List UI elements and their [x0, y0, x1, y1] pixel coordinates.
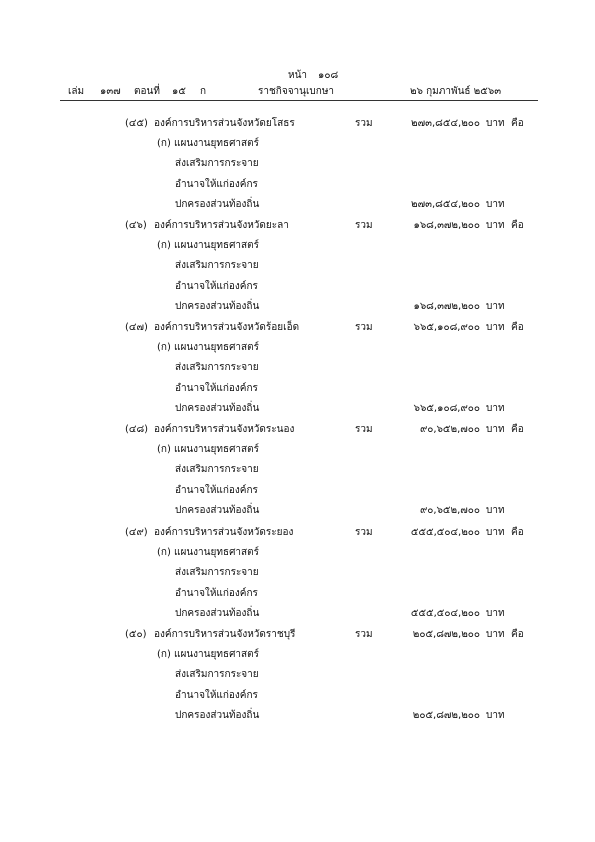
plan-amount: ๕๕๕,๕๐๔,๒๐๐ — [410, 608, 480, 619]
plan-line: ส่งเสริมการกระจาย — [175, 669, 259, 680]
header-rule — [60, 100, 538, 101]
plan-amount: ๒๐๕,๘๗๒,๒๐๐ — [412, 710, 480, 721]
total-label: รวม — [355, 629, 373, 640]
currency-unit: บาท — [486, 710, 505, 721]
entry-number: (๔๖) — [125, 220, 147, 231]
plan-line: ส่งเสริมการกระจาย — [175, 362, 259, 373]
currency-unit: บาท — [486, 424, 505, 435]
gazette-name: ราชกิจจานุเบกษา — [258, 86, 335, 97]
plan-line: ปกครองส่วนท้องถิ่น — [175, 608, 260, 619]
plan-amount: ๙๐,๖๕๒,๗๐๐ — [419, 505, 480, 516]
entry-number: (๔๗) — [125, 322, 148, 333]
total-label: รวม — [355, 424, 373, 435]
plan-line: ส่งเสริมการกระจาย — [175, 567, 259, 578]
currency-unit: บาท — [486, 608, 505, 619]
total-label: รวม — [355, 322, 373, 333]
total-amount: ๖๖๕,๑๐๘,๙๐๐ — [413, 322, 480, 333]
budget-entry — [0, 320, 595, 423]
plan-line: อำนาจให้แก่องค์กร — [175, 179, 258, 190]
currency-unit: บาท — [486, 301, 505, 312]
entry-number: (๔๙) — [125, 527, 148, 538]
suffix-word: คือ — [511, 118, 524, 129]
total-amount: ๑๖๘,๓๗๒,๒๐๐ — [413, 220, 480, 231]
suffix-word: คือ — [511, 220, 524, 231]
total-amount: ๒๐๕,๘๗๒,๒๐๐ — [412, 629, 480, 640]
page-label: หน้า — [288, 70, 308, 81]
plan-line: ส่งเสริมการกระจาย — [175, 260, 259, 271]
budget-entry — [0, 422, 595, 525]
budget-entry — [0, 627, 595, 730]
currency-unit: บาท — [486, 322, 505, 333]
volume-label: เล่ม — [68, 86, 85, 97]
issue-label: ตอนที่ — [134, 86, 160, 97]
org-name: องค์การบริหารส่วนจังหวัดยโสธร — [154, 118, 295, 129]
plan-line: ปกครองส่วนท้องถิ่น — [175, 301, 260, 312]
suffix-word: คือ — [511, 322, 524, 333]
currency-unit: บาท — [486, 505, 505, 516]
plan-line: อำนาจให้แก่องค์กร — [175, 281, 258, 292]
plan-line: อำนาจให้แก่องค์กร — [175, 383, 258, 394]
issue-letter: ก — [200, 86, 207, 97]
org-name: องค์การบริหารส่วนจังหวัดระนอง — [154, 424, 295, 435]
entry-number: (๔๘) — [125, 424, 149, 435]
plan-amount: ๖๖๕,๑๐๘,๙๐๐ — [413, 403, 480, 414]
issue-number: ๑๕ — [172, 86, 186, 97]
plan-label: (ก) แผนงานยุทธศาสตร์ — [157, 342, 259, 353]
plan-line: ปกครองส่วนท้องถิ่น — [175, 505, 260, 516]
page-number: ๑๐๘ — [318, 70, 339, 81]
plan-amount: ๒๗๓,๘๕๔,๒๐๐ — [411, 199, 480, 210]
gazette-date: ๒๖ กุมภาพันธ์ ๒๕๖๓ — [410, 86, 502, 97]
budget-entry — [0, 218, 595, 321]
suffix-word: คือ — [511, 424, 524, 435]
budget-entry — [0, 525, 595, 628]
org-name: องค์การบริหารส่วนจังหวัดยะลา — [154, 220, 289, 231]
plan-line: ปกครองส่วนท้องถิ่น — [175, 403, 260, 414]
currency-unit: บาท — [486, 199, 505, 210]
plan-label: (ก) แผนงานยุทธศาสตร์ — [157, 138, 259, 149]
total-amount: ๙๐,๖๕๒,๗๐๐ — [419, 424, 480, 435]
total-label: รวม — [355, 118, 373, 129]
plan-line: อำนาจให้แก่องค์กร — [175, 588, 258, 599]
volume-number: ๑๓๗ — [100, 86, 121, 97]
suffix-word: คือ — [511, 527, 524, 538]
entry-number: (๔๕) — [125, 118, 148, 129]
currency-unit: บาท — [486, 118, 505, 129]
total-amount: ๒๗๓,๘๕๔,๒๐๐ — [411, 118, 480, 129]
plan-line: ปกครองส่วนท้องถิ่น — [175, 199, 260, 210]
plan-line: ปกครองส่วนท้องถิ่น — [175, 710, 260, 721]
total-label: รวม — [355, 527, 373, 538]
currency-unit: บาท — [486, 629, 505, 640]
currency-unit: บาท — [486, 527, 505, 538]
org-name: องค์การบริหารส่วนจังหวัดร้อยเอ็ด — [154, 322, 300, 333]
total-amount: ๕๕๕,๕๐๔,๒๐๐ — [410, 527, 480, 538]
plan-line: ส่งเสริมการกระจาย — [175, 464, 259, 475]
plan-amount: ๑๖๘,๓๗๒,๒๐๐ — [413, 301, 480, 312]
org-name: องค์การบริหารส่วนจังหวัดราชบุรี — [154, 629, 296, 640]
plan-line: อำนาจให้แก่องค์กร — [175, 690, 258, 701]
plan-label: (ก) แผนงานยุทธศาสตร์ — [157, 240, 259, 251]
plan-line: ส่งเสริมการกระจาย — [175, 158, 259, 169]
currency-unit: บาท — [486, 403, 505, 414]
plan-line: อำนาจให้แก่องค์กร — [175, 485, 258, 496]
budget-entry — [0, 116, 595, 219]
plan-label: (ก) แผนงานยุทธศาสตร์ — [157, 649, 259, 660]
org-name: องค์การบริหารส่วนจังหวัดระยอง — [154, 527, 294, 538]
plan-label: (ก) แผนงานยุทธศาสตร์ — [157, 547, 259, 558]
entry-number: (๕๐) — [125, 629, 147, 640]
currency-unit: บาท — [486, 220, 505, 231]
suffix-word: คือ — [511, 629, 524, 640]
plan-label: (ก) แผนงานยุทธศาสตร์ — [157, 444, 259, 455]
total-label: รวม — [355, 220, 373, 231]
